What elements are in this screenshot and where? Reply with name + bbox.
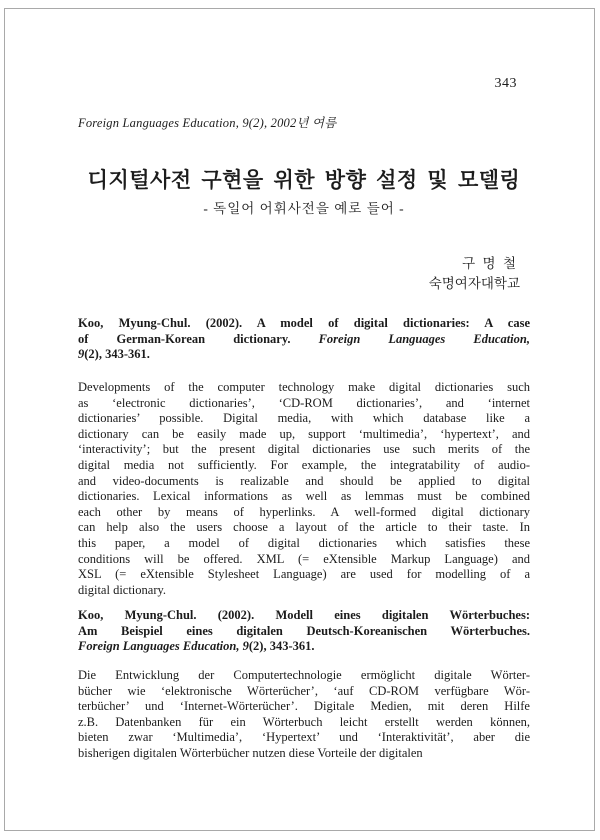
german-abstract: Die Entwicklung der Computertechnologie ermöglicht digitale Wörter- bücher wie ‘elektronische Wörterücher’, ‘auf CD-ROM verfügbare Wör- terbücher’ und ‘Internet-Wörterücher’. Digitale Medien, mit deren Hilfe z.B. Datenbanken für ein Wörterbuch leicht erstellt werden können, bieten zwar ‘Multimedia’, ‘Hypertext’ und ‘Interaktivität’, aber die bisherigen digitalen Wörterbücher nutzen diese Vorteile der digitalen — [78, 668, 530, 760]
english-abstract: Developments of the computer technology make digital dictionaries such as ‘electronic dictionaries’, ‘CD-ROM dictionaries’, and ‘internet dictionaries’ possible. Digital media, with which database like a dictionary can be easily made up, support ‘multimedia’, ‘hypertext’, and ‘interactivity’; but the present digital dictionaries use such merits of the digital media not sufficiently. For example, the integratability of audio- and video-documents is realizable and should be applied to digital dictionaries. Lexical informations as well as lemmas must be combined each other by means of hyperlinks. A well-formed digital dictionary can help also the users choose a layout of the article to their taste. In this paper, a model of digital dictionaries which satisfies these conditions will be offered. XML (= eXtensible Markup Language) and XSL (= eXtensible Stylesheet Language) are used for modelling of a digital dictionary. — [78, 380, 530, 597]
article-title: 디지털사전 구현을 위한 방향 설정 및 모델링 — [87, 168, 521, 192]
article-subtitle: - 독일어 어휘사전을 예로 들어 - — [203, 201, 405, 216]
page-number: 343 — [494, 76, 517, 91]
german-citation: Koo, Myung-Chul. (2002). Modell eines digitalen Wörterbuches: Am Beispiel eines digitalen Deutsch-Koreanischen Wörterbuches. Foreign Languages Education, 9(2), 343-361. — [78, 608, 530, 654]
author-affiliation: 숙명여자대학교 — [428, 276, 520, 291]
author-name: 구 명 철 — [462, 256, 518, 271]
english-citation: Koo, Myung-Chul. (2002). A model of digital dictionaries: A case of German-Korean dictionary. Foreign Languages Education, 9(2), 343-361. — [78, 316, 530, 362]
journal-header: Foreign Languages Education, 9(2), 2002년 여름 — [78, 116, 337, 130]
